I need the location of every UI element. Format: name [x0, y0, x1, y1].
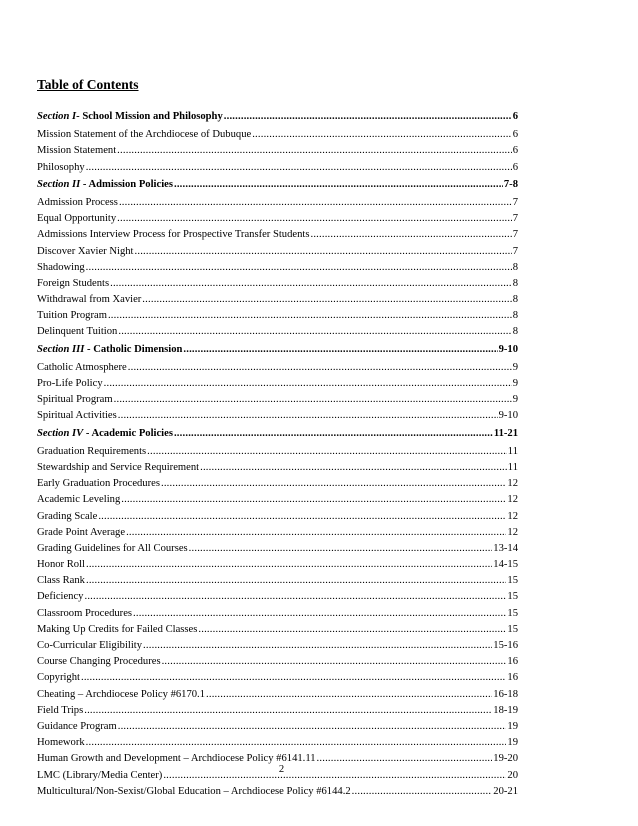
toc-entry-row [37, 276, 518, 292]
dot-leader [162, 654, 507, 670]
dot-leader [174, 177, 503, 193]
dot-leader [200, 460, 507, 476]
toc-page-number: 19 [507, 720, 518, 732]
toc-page-number: 7 [512, 213, 518, 225]
toc-entry-label: Co-Curricular Eligibility [37, 640, 143, 651]
dot-leader [310, 227, 511, 243]
toc-entry-label: Deficiency [37, 591, 84, 603]
dot-leader [86, 735, 507, 751]
toc-page-number: 15-16 [493, 640, 518, 651]
toc-page-number: 13-14 [493, 542, 518, 554]
toc-entry-label: Withdrawal from Xavier [37, 294, 142, 306]
toc-entry-label: Tuition Program [37, 310, 107, 322]
toc-page-number: 11-21 [493, 427, 518, 439]
toc-page-number: 15 [507, 623, 518, 635]
toc-section-row [37, 342, 518, 360]
toc-entry-label: Catholic Atmosphere [37, 361, 127, 373]
toc-entry-row [37, 476, 518, 492]
toc-page-number: 19 [507, 737, 518, 749]
dot-leader [189, 541, 493, 557]
dot-leader [104, 376, 512, 392]
toc-entry-row [37, 260, 518, 276]
dot-leader [352, 784, 493, 800]
toc-entry-label: Philosophy [37, 161, 85, 173]
toc-entry-label: Mission Statement [37, 145, 117, 157]
toc-page-number: 12 [507, 478, 518, 490]
toc-page-number: 9-10 [498, 410, 518, 422]
toc-entry-label: Discover Xavier Night [37, 245, 134, 257]
toc-entry-row [37, 557, 518, 573]
toc-page-number: 15 [507, 591, 518, 603]
toc-entry-row [37, 654, 518, 670]
toc-entry-label: Honor Roll [37, 559, 85, 571]
toc-entry-row [37, 670, 518, 686]
dot-leader [126, 525, 506, 541]
toc-entry-row [37, 606, 518, 622]
toc-page-number: 9 [512, 394, 518, 406]
toc-entry-label: LMC (Library/Media Center) [37, 769, 163, 781]
toc-page-number: 6 [512, 111, 518, 122]
toc-entry-row [37, 292, 518, 308]
toc-page-number: 14-15 [493, 559, 518, 571]
toc-page-number: 11 [507, 445, 518, 457]
toc-entry-label: Copyright [37, 672, 80, 684]
toc-entry-label: Early Graduation Procedures [37, 478, 160, 490]
toc-page-number: 7 [512, 229, 518, 241]
toc-entry-label: Class Rank [37, 575, 85, 587]
dot-leader [133, 606, 506, 622]
dot-leader [84, 703, 492, 719]
toc-entry-row [37, 195, 518, 211]
dot-leader [224, 109, 512, 125]
toc-page-number: 8 [512, 294, 518, 306]
toc-entry-row [37, 735, 518, 751]
toc-page-number: 18-19 [493, 704, 518, 716]
toc-section-label [37, 177, 173, 193]
toc-entry-label: Grade Point Average [37, 526, 126, 538]
toc-entry-row [37, 324, 518, 340]
dot-leader [174, 426, 493, 442]
toc-entry-label: Graduation Requirements [37, 445, 147, 457]
toc-entry-row [37, 308, 518, 324]
toc-entry-label: Academic Leveling [37, 494, 121, 506]
dot-leader [86, 260, 512, 276]
dot-leader [161, 476, 506, 492]
toc-page-number: 6 [512, 129, 518, 141]
toc-entry-label: Making Up Credits for Failed Classes [37, 623, 198, 635]
toc-entry-label: Classroom Procedures [37, 607, 133, 619]
toc-entry-row [37, 127, 518, 143]
toc-entry-row [37, 244, 518, 260]
toc-page-number: 9 [512, 361, 518, 373]
toc-section-name: - School Mission and Philosophy [76, 111, 223, 122]
toc-page-number: 8 [512, 326, 518, 338]
dot-leader [119, 195, 512, 211]
dot-leader [128, 360, 512, 376]
toc-section-row [37, 177, 518, 195]
toc-section-label [37, 426, 173, 442]
toc-entry-label: Delinquent Tuition [37, 326, 118, 338]
toc-entry-label: Multicultural/Non-Sexist/Global Education – Archdiocese Policy #6144.2 [37, 785, 351, 797]
toc-entry-label: Admission Process [37, 196, 118, 208]
dot-leader [110, 276, 512, 292]
toc-entry-label: Field Trips [37, 704, 84, 716]
dot-leader [121, 492, 506, 508]
toc-list [37, 109, 518, 800]
toc-page-number: 9-10 [498, 343, 518, 355]
toc-page-number: 16 [507, 672, 518, 684]
toc-page-number: 12 [507, 510, 518, 522]
toc-page-number: 6 [512, 161, 518, 173]
toc-entry-row [37, 784, 518, 800]
dot-leader [86, 557, 492, 573]
dot-leader [86, 573, 506, 589]
dot-leader [147, 444, 507, 460]
toc-entry-row [37, 160, 518, 176]
toc-entry-row [37, 638, 518, 654]
toc-entry-label: Grading Scale [37, 510, 98, 522]
toc-page-number: 20 [507, 769, 518, 781]
toc-page-number: 7 [512, 196, 518, 208]
toc-entry-row [37, 573, 518, 589]
page-number: 2 [278, 764, 285, 775]
toc-entry-row [37, 703, 518, 719]
toc-entry-row [37, 622, 518, 638]
toc-page-number: 12 [507, 526, 518, 538]
toc-section-name: - Academic Policies [83, 427, 173, 439]
toc-section-row [37, 426, 518, 444]
toc-entry-row [37, 376, 518, 392]
dot-leader [86, 160, 512, 176]
toc-entry-row [37, 408, 518, 424]
toc-entry-row [37, 525, 518, 541]
dot-leader [142, 292, 511, 308]
toc-entry-row [37, 227, 518, 243]
dot-leader [135, 244, 512, 260]
toc-entry-label: Spiritual Activities [37, 410, 117, 422]
toc-page-number: 9 [512, 378, 518, 389]
dot-leader [183, 342, 497, 358]
toc-entry-label: Human Growth and Development – Archdiocese Policy #6141.11 [37, 753, 316, 765]
toc-entry-row [37, 719, 518, 735]
dot-leader [81, 670, 506, 686]
dot-leader [108, 308, 512, 324]
toc-entry-row [37, 687, 518, 703]
dot-leader [143, 638, 492, 654]
toc-entry-label: Equal Opportunity [37, 213, 117, 225]
dot-leader [114, 392, 512, 408]
dot-leader [206, 687, 492, 703]
toc-page-number: 11 [507, 461, 518, 473]
toc-entry-row [37, 509, 518, 525]
toc-page-number: 8 [512, 261, 518, 273]
dot-leader [117, 211, 512, 227]
toc-entry-row [37, 392, 518, 408]
dot-leader [198, 622, 506, 638]
toc-section-label [37, 109, 223, 125]
toc-entry-label: Admissions Interview Process for Prospective Transfer Students [37, 229, 310, 241]
toc-page-number: 16 [507, 656, 518, 668]
toc-entry-row [37, 541, 518, 557]
toc-entry-row [37, 360, 518, 376]
toc-page-number: 8 [512, 310, 518, 322]
toc-page-number: 7-8 [503, 178, 518, 190]
dot-leader [84, 589, 506, 605]
toc-entry-label: Cheating – Archdiocese Policy #6170.1 [37, 688, 205, 700]
toc-section-prefix: Section III [37, 343, 85, 355]
toc-page-number: 8 [512, 277, 518, 289]
toc-entry-row [37, 211, 518, 227]
toc-section-prefix: Section I [37, 111, 77, 122]
dot-leader [118, 719, 507, 735]
dot-leader [98, 509, 506, 525]
toc-entry-label: Foreign Students [37, 277, 110, 289]
toc-page-number: 15 [507, 575, 518, 587]
toc-page-number: 12 [507, 494, 518, 506]
toc-section-prefix: Section II [37, 178, 81, 190]
toc-section-row [37, 109, 518, 127]
toc-entry-label: Guidance Program [37, 720, 117, 732]
toc-page-number: 6 [512, 145, 518, 157]
toc-entry-label: Stewardship and Service Requirement [37, 461, 200, 473]
toc-page-number: 19-20 [493, 753, 518, 765]
toc-entry-label: Course Changing Procedures [37, 656, 161, 668]
dot-leader [118, 408, 498, 424]
toc-entry-row [37, 589, 518, 605]
toc-entry-label: Grading Guidelines for All Courses [37, 542, 188, 554]
toc-entry-label: Homework [37, 737, 85, 749]
toc-page-number: 20-21 [493, 785, 518, 797]
toc-section-name: - Admission Policies [80, 178, 173, 190]
toc-section-label [37, 342, 182, 358]
dot-leader [252, 127, 512, 143]
toc-entry-label: Pro-Life Policy [37, 378, 103, 389]
toc-page-number: 15 [507, 607, 518, 619]
toc-page-number: 16-18 [493, 688, 518, 700]
toc-entry-label: Mission Statement of the Archdiocese of Dubuque [37, 129, 252, 141]
toc-section-prefix: Section IV [37, 427, 84, 439]
toc-entry-label: Shadowing [37, 261, 85, 273]
toc-section-name: - Catholic Dimension [84, 343, 183, 355]
toc-entry-row [37, 492, 518, 508]
toc-entry-row [37, 444, 518, 460]
toc-page-number: 7 [512, 245, 518, 257]
dot-leader [117, 143, 512, 159]
dot-leader [118, 324, 511, 340]
toc-title: Table of Contents [37, 77, 139, 92]
toc-entry-row [37, 460, 518, 476]
toc-entry-label: Spiritual Program [37, 394, 113, 406]
toc-entry-row [37, 143, 518, 159]
